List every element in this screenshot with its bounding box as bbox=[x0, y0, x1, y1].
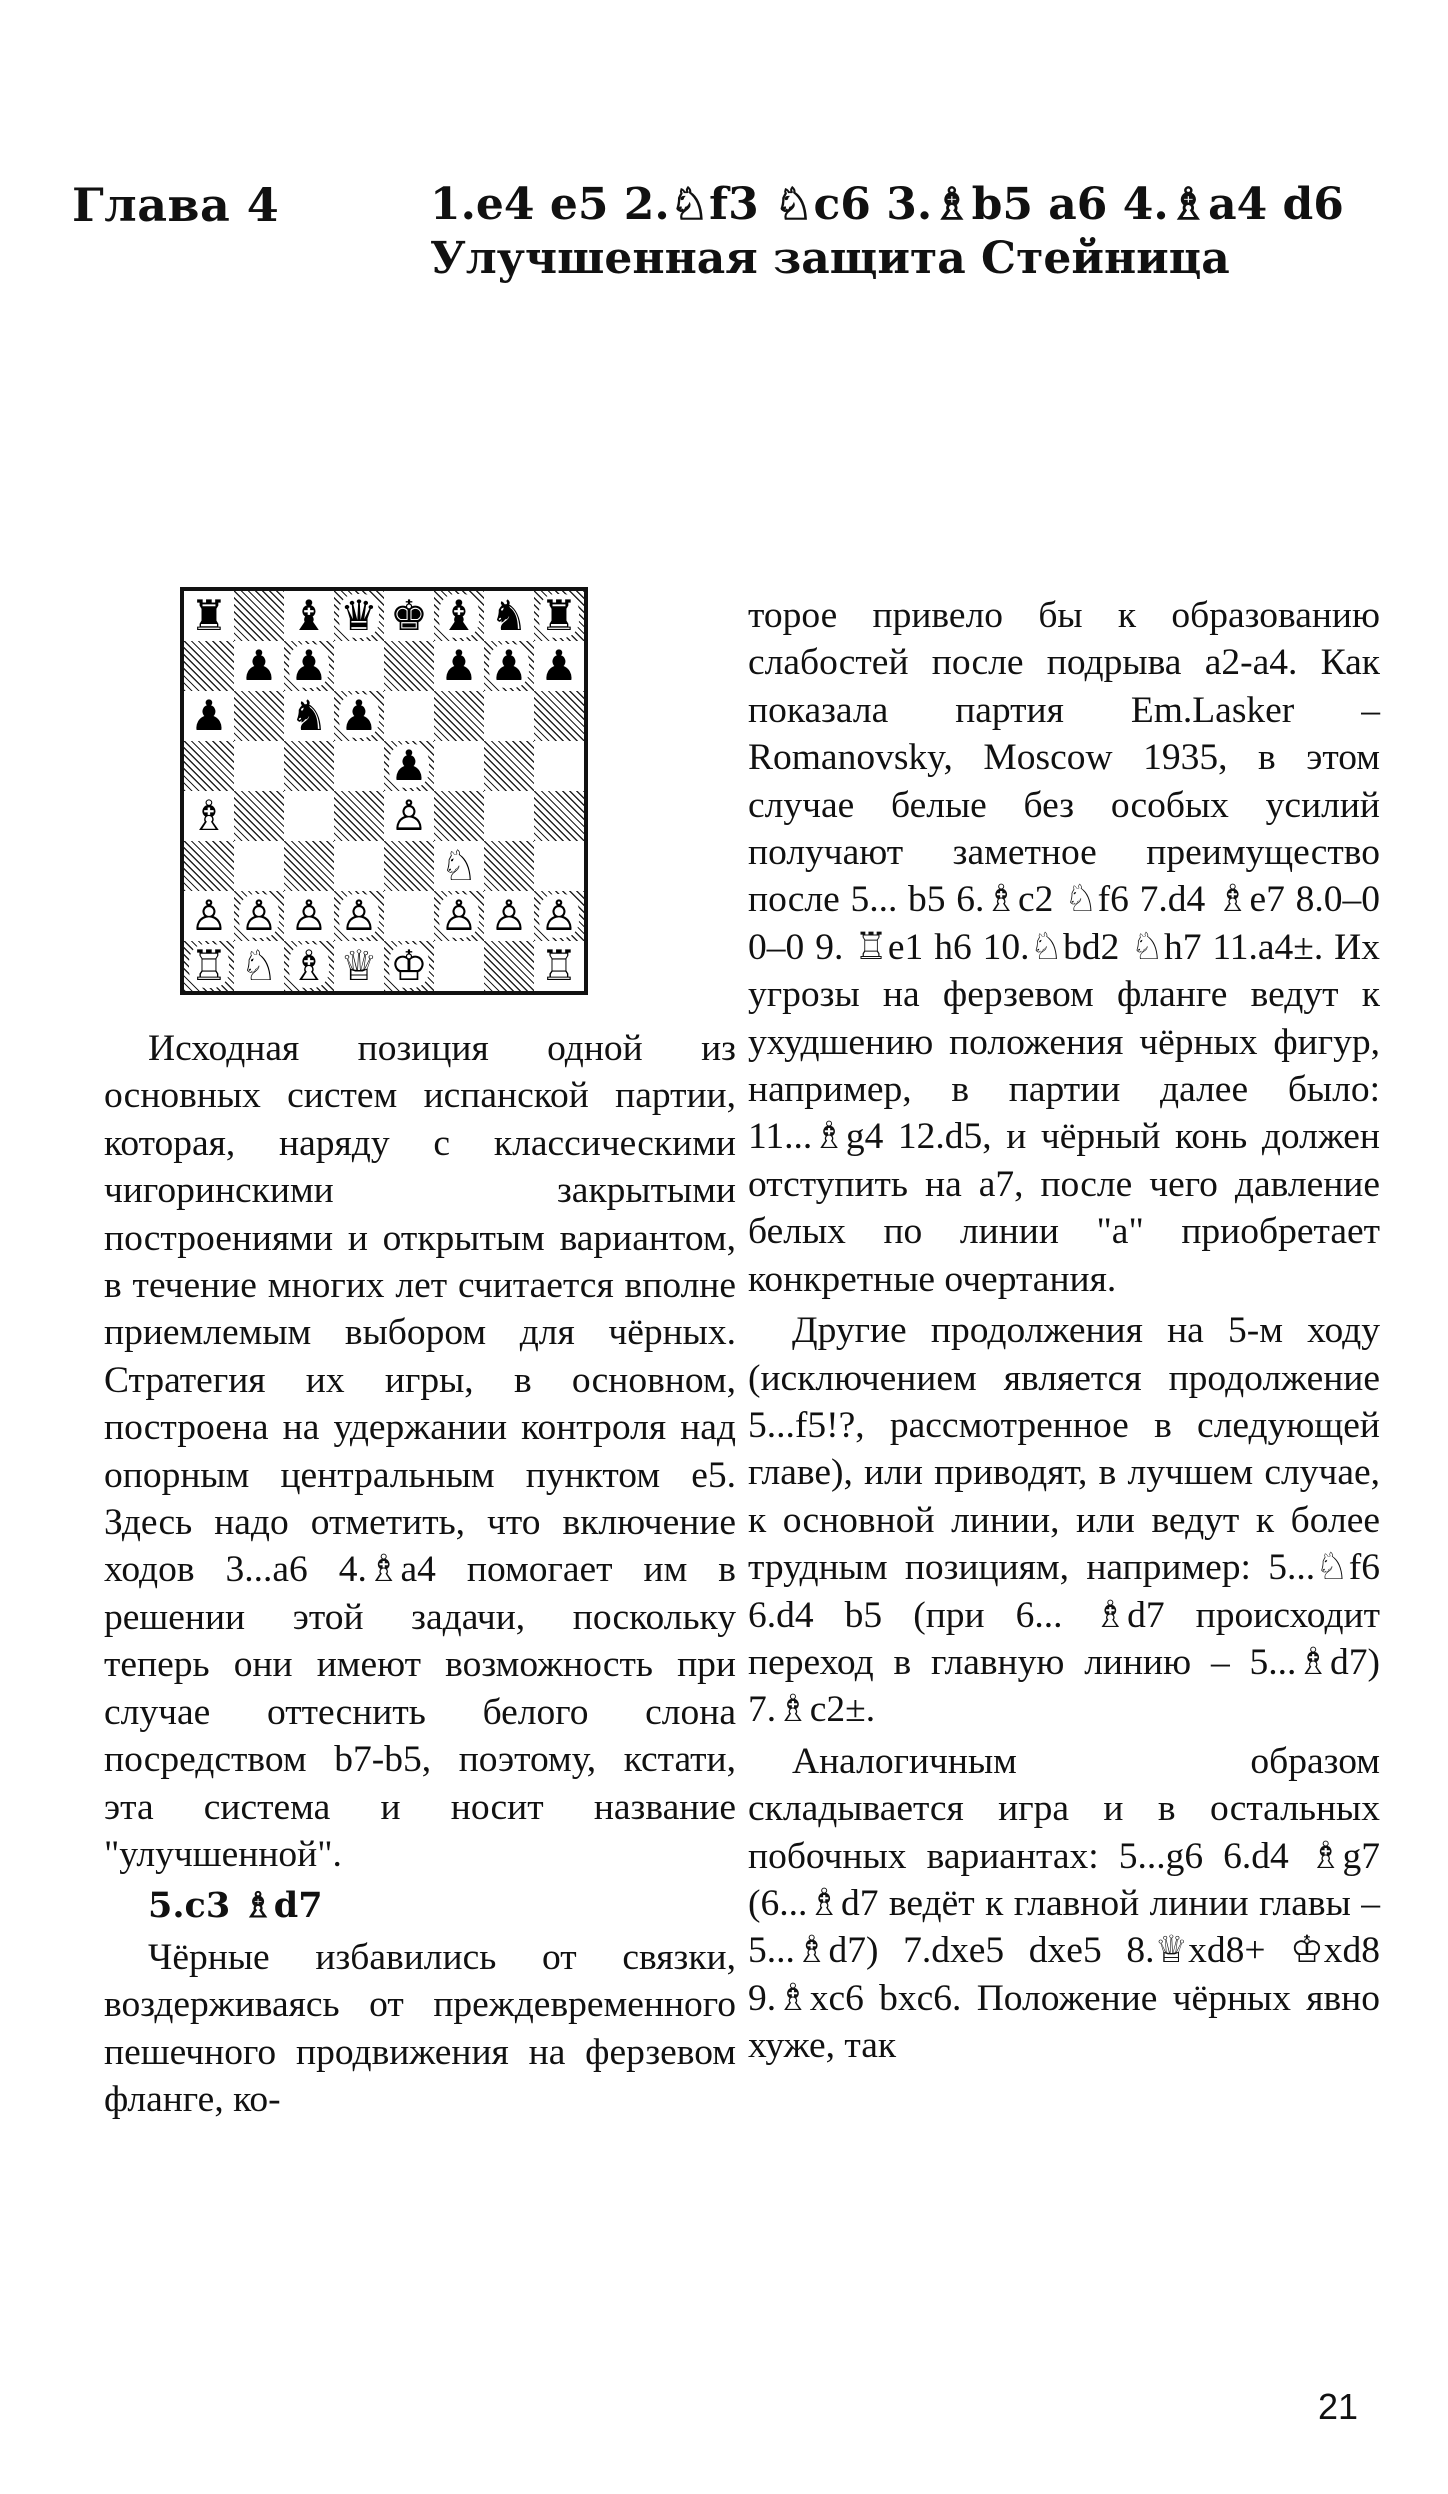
board-square bbox=[284, 641, 334, 691]
board-square bbox=[384, 791, 434, 841]
chess-piece: ♟ bbox=[540, 641, 578, 690]
board-square bbox=[334, 591, 384, 641]
board-square bbox=[184, 941, 234, 991]
board-square bbox=[384, 841, 434, 891]
board-square bbox=[484, 791, 534, 841]
chess-piece: ♙ bbox=[490, 891, 528, 940]
board-square bbox=[284, 591, 334, 641]
paragraph: Чёрные избавились от связки, воздерживаясь от преждевременного пешечного продвижения на ферзевом фланге, ко- bbox=[104, 1936, 736, 2120]
board-square bbox=[434, 591, 484, 641]
chapter-subtitle: Улучшенная защита Стейница bbox=[430, 233, 1230, 284]
board-square bbox=[534, 691, 584, 741]
board-square bbox=[484, 941, 534, 991]
board-square bbox=[184, 691, 234, 741]
chess-piece: ♟ bbox=[290, 641, 328, 690]
chess-piece: ♙ bbox=[190, 891, 228, 940]
chess-piece: ♗ bbox=[290, 941, 328, 990]
paragraph: торое привело бы к образованию слабостей после подрыва а2-а4. Как показала партия Em.Lasker – Romanovsky, Moscow 1935, в этом случае белые без особых усилий получают заметное преимущество после 5... b5 6.♗c2 ♘f6 7.d4 ♗e7 8.0–0 0–0 9. ♖e1 h6 10.♘bd2 ♘h7 11.a4±. Их угрозы на ферзевом фланге ведут к ухудшению положения чёрных фигур, например, в партии далее было: 11...♗g4 12.d5, и чёрный конь должен отступить на а7, после чего давление белых по линии "а" приобретает конкретные очертания. bbox=[748, 595, 1380, 1300]
chess-piece: ♟ bbox=[490, 641, 528, 690]
board-square bbox=[434, 791, 484, 841]
chess-piece: ♖ bbox=[540, 941, 578, 990]
chess-board bbox=[180, 587, 588, 995]
board-square bbox=[484, 691, 534, 741]
board-square bbox=[234, 641, 284, 691]
chess-piece: ♙ bbox=[240, 891, 278, 940]
paragraph: Исходная позиция одной из основных систем испанской партии, которая, наряду с классическими чигоринскими закрытыми построениями и открытым вариантом, в течение многих лет считается вполне приемлемым выбором для чёрных. Стратегия их игры, в основном, построена на удержании контроля над опорным центральным пунктом е5. Здесь надо отметить, что включение ходов 3...а6 4.♗а4 помогает им в решении этой задачи, поскольку теперь они имеют возможность при случае оттеснить белого слона посредством b7-b5, поэтому, кстати, эта система и носит название "улучшенной". bbox=[104, 1028, 736, 1875]
board-square bbox=[234, 791, 284, 841]
board-square bbox=[384, 891, 434, 941]
chapter-title bbox=[430, 178, 1390, 286]
chapter-label: Глава 4 bbox=[72, 178, 280, 232]
board-square bbox=[284, 941, 334, 991]
board-square bbox=[484, 891, 534, 941]
chess-piece: ♞ bbox=[490, 591, 528, 640]
board-square bbox=[534, 741, 584, 791]
board-square bbox=[284, 891, 334, 941]
board-square bbox=[384, 741, 434, 791]
chess-piece: ♗ bbox=[190, 791, 228, 840]
move-line: 5.c3 ♗d7 bbox=[148, 1885, 323, 1927]
board-square bbox=[184, 891, 234, 941]
board-square bbox=[534, 641, 584, 691]
board-square bbox=[534, 841, 584, 891]
board-square bbox=[334, 691, 384, 741]
paragraph: Другие продолжения на 5-м ходу (исключением является продолжение 5...f5!?, рассмотренное в следующей главе), или приводят, в лучшем случае, к основной линии, или ведут к более трудным позициям, например: 5...♘f6 6.d4 b5 (при 6... ♗d7 происходит переход в главную линию – 5...♗d7) 7.♗c2±. bbox=[748, 1310, 1380, 1731]
board-square bbox=[484, 741, 534, 791]
chess-piece: ♟ bbox=[190, 691, 228, 740]
board-square bbox=[384, 941, 434, 991]
board-square bbox=[384, 691, 434, 741]
chess-piece: ♝ bbox=[290, 591, 328, 640]
board-square bbox=[284, 741, 334, 791]
board-square bbox=[434, 691, 484, 741]
board-square bbox=[484, 641, 534, 691]
board-square bbox=[334, 941, 384, 991]
board-square bbox=[434, 741, 484, 791]
board-square bbox=[284, 791, 334, 841]
chess-piece: ♖ bbox=[190, 941, 228, 990]
board-square bbox=[184, 641, 234, 691]
board-square bbox=[434, 891, 484, 941]
chess-piece: ♙ bbox=[290, 891, 328, 940]
board-square bbox=[434, 841, 484, 891]
chess-piece: ♘ bbox=[240, 941, 278, 990]
board-square bbox=[234, 891, 284, 941]
chess-piece: ♟ bbox=[440, 641, 478, 690]
left-column bbox=[104, 1025, 736, 2123]
page-number: 21 bbox=[1317, 2386, 1358, 2427]
board-square bbox=[334, 841, 384, 891]
chapter-moves: 1.e4 e5 2.♘f3 ♘c6 3.♗b5 a6 4.♗a4 d6 bbox=[430, 179, 1344, 230]
board-square bbox=[334, 741, 384, 791]
board-square bbox=[234, 691, 284, 741]
board-square bbox=[334, 791, 384, 841]
chess-piece: ♟ bbox=[340, 691, 378, 740]
board-square bbox=[234, 841, 284, 891]
board-square bbox=[534, 891, 584, 941]
board-square bbox=[284, 841, 334, 891]
chess-piece: ♕ bbox=[340, 941, 378, 990]
right-column bbox=[748, 592, 1380, 2070]
board-square bbox=[184, 591, 234, 641]
board-square bbox=[234, 941, 284, 991]
chess-piece: ♟ bbox=[390, 741, 428, 790]
chess-diagram bbox=[180, 587, 588, 995]
chess-piece: ♜ bbox=[540, 591, 578, 640]
chess-piece: ♞ bbox=[290, 691, 328, 740]
board-square bbox=[284, 691, 334, 741]
board-square bbox=[234, 741, 284, 791]
chess-piece: ♙ bbox=[540, 891, 578, 940]
chess-piece: ♟ bbox=[240, 641, 278, 690]
board-square bbox=[234, 591, 284, 641]
chess-piece: ♔ bbox=[390, 941, 428, 990]
board-square bbox=[384, 641, 434, 691]
board-square bbox=[384, 591, 434, 641]
board-square bbox=[184, 791, 234, 841]
board-square bbox=[184, 841, 234, 891]
board-square bbox=[334, 891, 384, 941]
board-square bbox=[434, 941, 484, 991]
board-square bbox=[184, 741, 234, 791]
chess-piece: ♙ bbox=[390, 791, 428, 840]
chess-piece: ♘ bbox=[440, 841, 478, 890]
chess-piece: ♚ bbox=[390, 591, 428, 640]
chess-piece: ♜ bbox=[190, 591, 228, 640]
board-square bbox=[534, 591, 584, 641]
board-square bbox=[534, 941, 584, 991]
chess-piece: ♙ bbox=[440, 891, 478, 940]
board-square bbox=[484, 591, 534, 641]
chess-piece: ♙ bbox=[340, 891, 378, 940]
board-square bbox=[534, 791, 584, 841]
chess-piece: ♝ bbox=[440, 591, 478, 640]
paragraph: Аналогичным образом складывается игра и в остальных побочных вариантах: 5...g6 6.d4 ♗g7 (6...♗d7 ведёт к главной линии главы – 5...♗d7) 7.dxe5 dxe5 8.♕xd8+ ♔xd8 9.♗xc6 bxc6. Положение чёрных явно хуже, так bbox=[748, 1740, 1380, 2067]
chess-piece: ♛ bbox=[340, 591, 378, 640]
board-square bbox=[434, 641, 484, 691]
board-square bbox=[484, 841, 534, 891]
board-square bbox=[334, 641, 384, 691]
